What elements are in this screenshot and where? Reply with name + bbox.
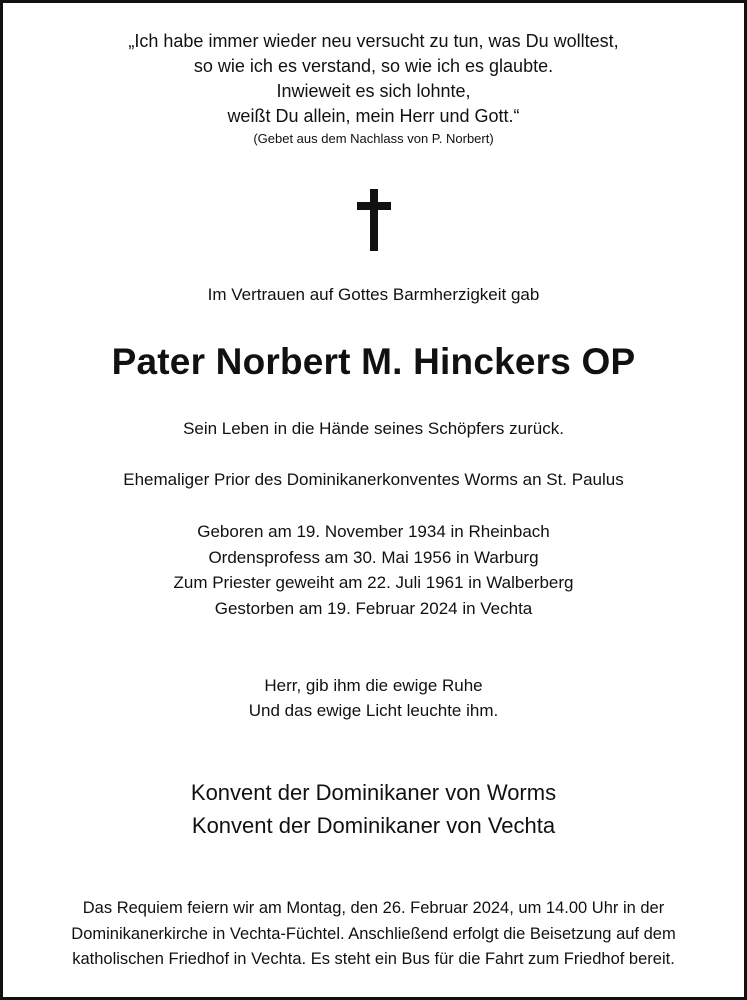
deceased-name: Pater Norbert M. Hinckers OP bbox=[111, 341, 636, 382]
date-line: Ordensprofess am 30. Mai 1956 in Warburg bbox=[208, 547, 539, 567]
opening-quote bbox=[3, 29, 744, 149]
requiem-line: Das Requiem feiern wir am Montag, den 26. Februar 2024, um 14.00 Uhr in der bbox=[82, 899, 665, 917]
date-line: Geboren am 19. November 1934 in Rheinbach bbox=[197, 522, 550, 541]
prayer bbox=[3, 673, 744, 723]
subline-text: Sein Leben in die Hände seines Schöpfers zurück. bbox=[183, 419, 564, 438]
quote-line: „Ich habe immer wieder neu versucht zu tun, was Du wolltest, bbox=[128, 31, 619, 51]
date-line: Zum Priester geweiht am 22. Juli 1961 in Walberberg bbox=[173, 573, 574, 592]
community-line: Konvent der Dominikaner von Worms bbox=[190, 780, 557, 805]
community-line: Konvent der Dominikaner von Vechta bbox=[191, 813, 556, 838]
quote-source: (Gebet aus dem Nachlass von P. Norbert) bbox=[253, 131, 494, 146]
requiem-line: katholischen Friedhof in Vechta. Es steht ein Bus für die Fahrt zum Friedhof bereit. bbox=[72, 950, 675, 968]
prayer-line: Und das ewige Licht leuchte ihm. bbox=[248, 701, 499, 720]
quote-line: Inwieweit es sich lohnte, bbox=[276, 81, 471, 101]
quote-line: weißt Du allein, mein Herr und Gott.“ bbox=[227, 106, 520, 126]
quote-line: so wie ich es verstand, so wie ich es glaubte. bbox=[193, 56, 554, 76]
cross-icon bbox=[357, 189, 391, 251]
intro-text: Im Vertrauen auf Gottes Barmherzigkeit gab bbox=[207, 285, 540, 304]
mourning-communities bbox=[3, 776, 744, 842]
date-line: Gestorben am 19. Februar 2024 in Vechta bbox=[214, 598, 533, 618]
life-dates bbox=[3, 519, 744, 621]
prayer-line: Herr, gib ihm die ewige Ruhe bbox=[264, 676, 483, 695]
former-office: Ehemaliger Prior des Dominikanerkonventes Worms an St. Paulus bbox=[123, 470, 624, 489]
requiem-line: Dominikanerkirche in Vechta-Füchtel. Anschließend erfolgt die Beisetzung auf dem bbox=[71, 924, 676, 943]
requiem-info bbox=[3, 896, 744, 973]
